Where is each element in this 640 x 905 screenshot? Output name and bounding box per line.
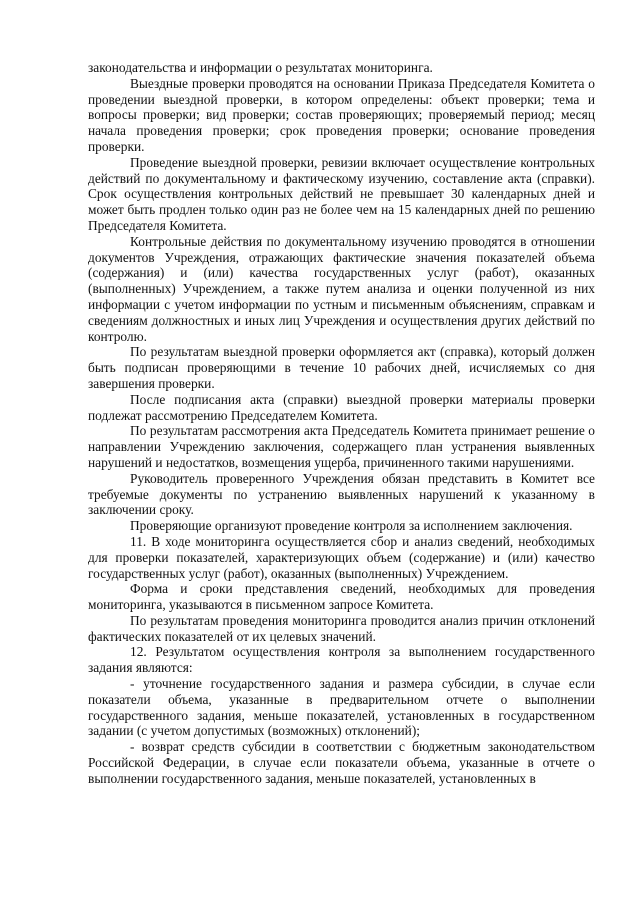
paragraph-head-obligation: Руководитель проверенного Учреждения обязан представить в Комитет все требуемые документы по устранению выявленных нарушений к указанному в заключении сроку. — [88, 470, 595, 518]
paragraph-control-execution: Проверяющие организуют проведение контроля за исполнением заключения. — [130, 518, 573, 534]
paragraph-documentary-review: Контрольные действия по документальному изучению проводятся в отношении документов Учреждения, отражающих фактические значения показателей объема (содержания) и (или) качества государственных услуг (работ), оказанных (выполненных) Учреждением, а также путем анализа и оценки полученной из них информации с учетом информации по устным и письменным объяснениям, справкам и сведениям должностных и иных лиц Учреждения и осуществления других действий по контролю. — [88, 233, 595, 344]
paragraph-monitoring-analysis: По результатам проведения мониторинга проводится анализ причин отклонений фактических показателей от их целевых значений. — [88, 612, 595, 644]
document-page — [88, 60, 595, 787]
paragraph-onsite-inspections-basis: Выездные проверки проводятся на основании Приказа Председателя Комитета о проведении выездной проверки, в котором определены: объект проверки; тема и вопросы проверки; вид проверки; состав проверяющих; проверяемый период; месяц начала проведения проверки; срок проведения проверки; основание проведения проверки. — [88, 75, 595, 154]
paragraph-chairman-decision: По результатам рассмотрения акта Председатель Комитета принимает решение о направлении Учреждению заключения, содержащего план устранения выявленных нарушений и недостатков, возмещения ущерба, причиненного такими нарушениями. — [88, 423, 595, 470]
paragraph-onsite-inspection-conduct: Проведение выездной проверки, ревизии включает осуществление контрольных действий по документальному и фактическому изучению, составление акта (справки). Срок осуществления контрольных действий не превышает 30 календарных дней и может быть продлен только один раз не более чем на 15 календарных дней по решению Председателя Комитета. — [88, 154, 595, 233]
paragraph-item-12: 12. Результатом осуществления контроля за выполнением государственного задания являются: — [88, 644, 595, 676]
paragraph-materials-review: После подписания акта (справки) выездной проверки материалы проверки подлежат рассмотрению Председателем Комитета. — [88, 391, 595, 423]
paragraph-result-clarification: - уточнение государственного задания и размера субсидии, в случае если показатели объема, указанные в предварительном отчете о выполнении государственного задания, меньше показателей, установленных в государственном задании (с учетом допустимых (возможных) отклонений); — [88, 676, 595, 739]
paragraph-result-refund: - возврат средств субсидии в соответствии с бюджетным законодательством Российской Федерации, в случае если показатели объема, указанные в отчете о выполнении государственного задания, меньше показателей, установленных в — [88, 739, 595, 786]
paragraph-item-11: 11. В ходе мониторинга осуществляется сбор и анализ сведений, необходимых для проверки показателей, характеризующих объем (содержание) и (или) качество государственных услуг (работ), оказанных (выполненных) Учреждением. — [88, 533, 595, 581]
paragraph-inspection-act: По результатам выездной проверки оформляется акт (справка), который должен быть подписан проверяющими в течение 10 рабочих дней, исчисляемых со дня завершения проверки. — [88, 344, 595, 391]
paragraph-monitoring-form: Форма и сроки представления сведений, необходимых для проведения мониторинга, указываются в письменном запросе Комитета. — [88, 581, 595, 613]
paragraph-continuation: законодательства и информации о результатах мониторинга. — [88, 60, 433, 75]
